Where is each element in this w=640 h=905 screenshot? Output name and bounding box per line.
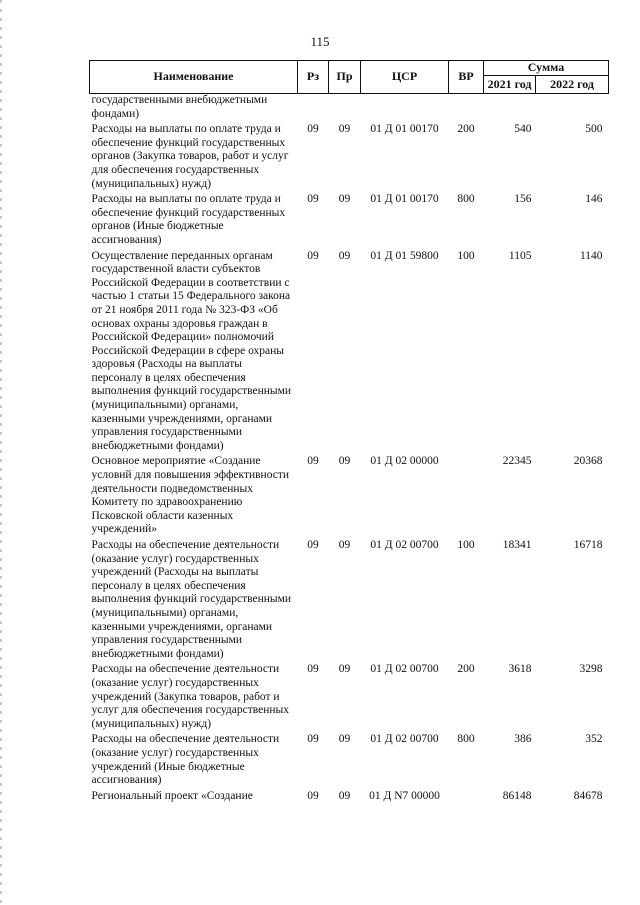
row-name: государственными внебюджетными фондами)	[91, 94, 268, 120]
scan-edge	[0, 0, 2, 905]
row-csr: 01 Д 02 00700	[370, 733, 439, 746]
row-csr: 01 Д N7 00000	[369, 789, 440, 802]
table-row	[90, 455, 609, 539]
row-pr	[329, 94, 361, 124]
row-amount-2022	[536, 94, 609, 124]
budget-table	[89, 60, 609, 805]
row-name: Расходы на выплаты по оплате труда и обеспечение функций государственных органов (Иные бюджетные ассигнования)	[91, 193, 286, 246]
row-rz: 09	[307, 733, 319, 746]
row-pr: 09	[338, 123, 351, 136]
row-vr	[449, 455, 484, 539]
header-pr: Пр	[329, 61, 361, 94]
row-rz: 09	[307, 539, 319, 551]
row-pr: 09	[338, 249, 351, 262]
row-amount-2021: 386	[514, 733, 532, 746]
row-pr: 09	[338, 733, 351, 746]
row-amount-2021: 22345	[502, 455, 532, 468]
row-amount-2021: 18341	[502, 539, 532, 551]
header-year-2021: 2021 год	[484, 76, 536, 94]
table-row	[90, 790, 609, 806]
row-vr: 200	[457, 663, 475, 676]
row-amount-2021: 1105	[508, 249, 532, 262]
header-vr: ВР	[449, 61, 484, 94]
table-row	[90, 123, 609, 193]
row-csr: 01 Д 02 00000	[370, 455, 439, 468]
row-name: Расходы на обеспечение деятельности (оказание услуг) государственных учреждений (Иные бюджетные ассигнования)	[91, 733, 280, 787]
row-amount-2022: 3298	[579, 663, 603, 676]
row-name: Расходы на обеспечение деятельности (оказание услуг) государственных учреждений (Расходы на выплаты персоналу в целях обеспечения выполнения функций государственными (муниципальными) органами, казенными учреждениями, органами управления государственными внебюджетными фондами)	[91, 539, 292, 660]
row-amount-2022: 352	[585, 733, 603, 746]
row-amount-2021: 540	[514, 123, 532, 136]
page-number: 115	[310, 34, 330, 49]
row-csr: 01 Д 02 00700	[370, 539, 439, 551]
row-name: Основное мероприятие «Создание условий для повышения эффективности деятельности подведомственных Комитету по здравоохранению Псковской области казенных учреждений»	[91, 455, 290, 536]
table-row	[90, 250, 609, 456]
row-vr: 800	[457, 193, 475, 206]
row-amount-2022: 20368	[573, 455, 603, 468]
table-row	[90, 663, 609, 733]
row-csr: 01 Д 01 00170	[370, 193, 439, 206]
row-amount-2022: 500	[585, 123, 603, 136]
row-vr: 100	[457, 249, 475, 262]
table-header	[90, 61, 609, 94]
row-pr: 09	[338, 193, 351, 206]
row-rz: 09	[307, 249, 319, 262]
row-rz: 09	[307, 663, 319, 676]
row-rz: 09	[307, 789, 319, 802]
row-vr: 800	[457, 733, 475, 746]
table-row	[90, 733, 609, 789]
row-name: Региональный проект «Создание	[91, 789, 253, 802]
row-vr: 100	[457, 539, 475, 551]
row-pr: 09	[338, 455, 351, 468]
row-rz	[298, 94, 329, 124]
row-csr: 01 Д 01 59800	[370, 249, 439, 262]
header-csr: ЦСР	[361, 61, 449, 94]
row-amount-2021: 156	[514, 193, 532, 206]
row-rz: 09	[307, 455, 319, 468]
table-row	[90, 94, 609, 124]
row-amount-2022: 146	[585, 193, 603, 206]
row-amount-2022: 16718	[573, 539, 603, 551]
row-vr	[449, 790, 484, 806]
row-name: Осуществление переданных органам государственной власти субъектов Российской Федерации в соответствии с частью 1 статьи 15 Федерального закона от 21 ноября 2011 года № 323-ФЗ «Об основах охраны здоровья граждан в Российской Федерации» полномочий Российской Федерации в сфере охраны здоровья (Расходы на выплаты персоналу в целях обеспечения выполнения функций государственными (муниципальными) органами, казенными учреждениями, органами управления государственными внебюджетными фондами)	[91, 249, 292, 452]
table-body	[90, 94, 609, 806]
row-vr	[449, 94, 484, 124]
row-name: Расходы на обеспечение деятельности (оказание услуг) государственных учреждений (Закупка товаров, работ и услуг для обеспечения государственных (муниципальных) нужд)	[91, 663, 289, 730]
header-rz: Рз	[298, 61, 329, 94]
row-amount-2022: 84678	[573, 789, 603, 802]
row-pr: 09	[338, 539, 351, 551]
row-name: Расходы на выплаты по оплате труда и обеспечение функций государственных органов (Закупка товаров, работ и услуг для обеспечения государственных (муниципальных) нужд)	[91, 123, 289, 190]
row-rz: 09	[307, 193, 319, 206]
header-sum: Сумма	[484, 61, 609, 76]
row-pr: 09	[338, 789, 351, 802]
row-amount-2021: 3618	[508, 663, 532, 676]
header-year-2022: 2022 год	[536, 76, 609, 94]
row-amount-2021: 86148	[502, 789, 532, 802]
row-amount-2022: 1140	[579, 249, 603, 262]
table-row	[90, 193, 609, 249]
row-csr: 01 Д 02 00700	[370, 663, 439, 676]
row-amount-2021	[484, 94, 536, 124]
row-vr: 200	[457, 123, 475, 136]
row-pr: 09	[338, 663, 351, 676]
row-csr: 01 Д 01 00170	[370, 123, 439, 136]
table-row	[90, 539, 609, 663]
header-name: Наименование	[90, 61, 298, 94]
row-csr	[361, 94, 449, 124]
row-rz: 09	[307, 123, 319, 136]
